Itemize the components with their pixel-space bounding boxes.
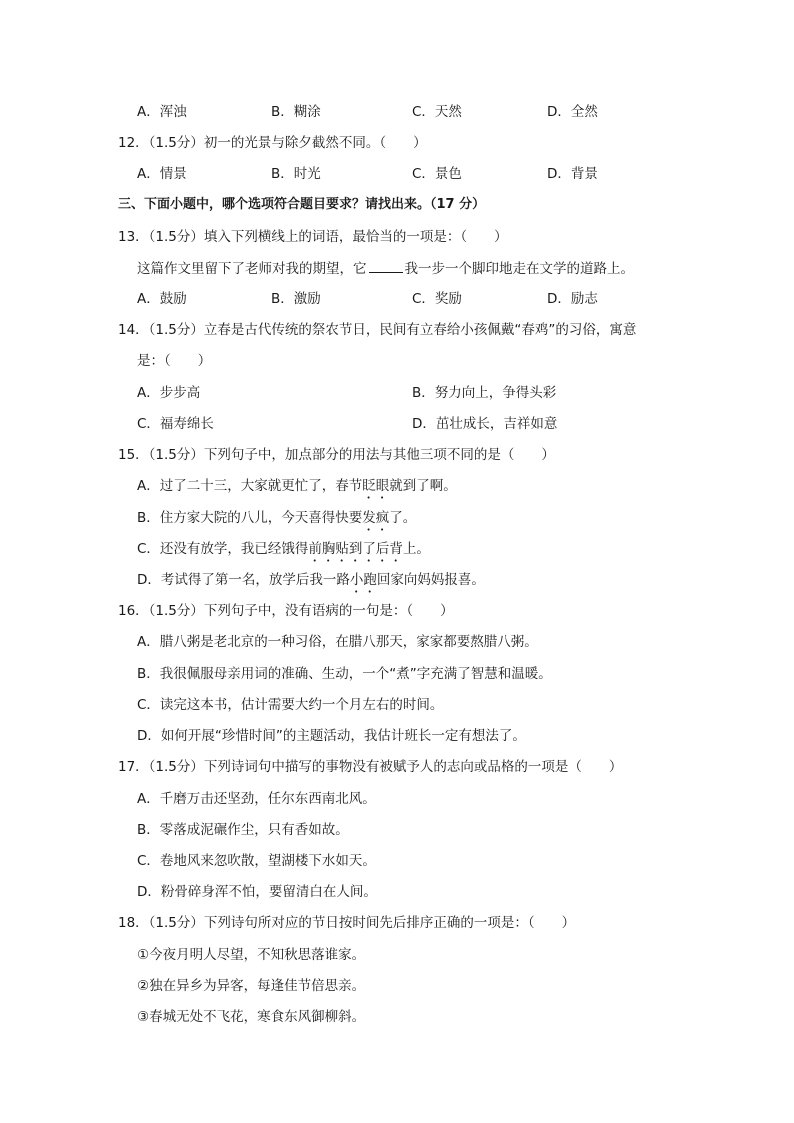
q15-option-a-post: 就到了啊。: [389, 478, 457, 494]
q11-option-b: B．糊涂: [271, 104, 321, 120]
q14-stem-line1: 14．（1.5分）立春是古代传统的祭农节日，民间有立春给小孩佩戴“春鸡”的习俗，寓意: [118, 322, 637, 338]
q14-stem-line2: 是：（ ）: [137, 353, 212, 369]
q14-option-b: B．努力向上，争得头彩: [412, 385, 557, 401]
q15-option-a-pre: A．过了二十三，大家就更忙了，春节: [137, 478, 363, 494]
q15-option-a: [137, 477, 457, 502]
q13-option-d: D．励志: [547, 291, 598, 307]
q17-option-c: C．卷地风来忽吹散，望湖楼下水如天。: [137, 853, 376, 869]
q12-option-d: D．背景: [547, 166, 598, 182]
section-3-title: 三、下面小题中，哪个选项符合题目要求？请找出来。（17 分）: [118, 197, 486, 212]
q15-option-a-dotted: 眨眼: [362, 478, 390, 494]
q15-option-b-post: 了。: [389, 510, 417, 526]
q18-item-3: ③春城无处不飞花，寒食东风御柳斜。: [137, 1009, 366, 1025]
q16-option-c: C．读完这本书，估计需要大约一个月左右的时间。: [137, 697, 444, 713]
q11-option-a: A．浑浊: [137, 104, 187, 120]
q13-sentence-after: 我一步一个脚印地走在文学的道路上。: [404, 261, 634, 277]
q12-option-b: B．时光: [271, 166, 321, 182]
q12-stem: 12．（1.5分）初一的光景与除夕截然不同。（ ）: [118, 135, 427, 151]
q15-option-d-post: 回家向妈妈报喜。: [376, 572, 485, 588]
q13-sentence: [137, 259, 634, 278]
q14-option-d: D．茁壮成长，吉祥如意: [412, 416, 558, 432]
q15-option-c-pre: C．还没有放学，我已经饿得: [137, 541, 309, 557]
q18-stem: 18．（1.5分）下列诗句所对应的节日按时间先后排序正确的一项是：（ ）: [118, 915, 576, 931]
q14-option-a: A．步步高: [137, 385, 201, 401]
q11-option-d: D．全然: [547, 104, 598, 120]
q15-option-c: [137, 540, 430, 565]
q14-option-c: C．福寿绵长: [137, 416, 214, 432]
q15-option-b-dotted: 发疯: [362, 510, 390, 526]
q13-blank: [369, 259, 403, 273]
q15-option-b-pre: B．住方家大院的八儿，今天喜得快要: [137, 510, 363, 526]
q18-item-1: ①今夜月明人尽望，不知秋思落谁家。: [137, 947, 366, 963]
q17-stem: 17．（1.5分）下列诗词句中描写的事物没有被赋予人的志向或品格的一项是（ ）: [118, 759, 623, 775]
q12-option-c: C．景色: [412, 166, 462, 182]
q17-option-a: A．千磨万击还坚劲，任尔东西南北风。: [137, 791, 376, 807]
q16-stem: 16．（1.5分）下列句子中，没有语病的一句是：（ ）: [118, 603, 454, 619]
q17-option-b: B．零落成泥碾作尘，只有香如故。: [137, 822, 349, 838]
q16-option-a: A．腊八粥是老北京的一种习俗，在腊八那天，家家都要熬腊八粥。: [137, 634, 538, 650]
q12-option-a: A．情景: [137, 166, 187, 182]
q15-option-c-post: 上。: [402, 541, 430, 557]
q16-option-d: D．如何开展“珍惜时间”的主题活动，我估计班长一定有想法了。: [137, 728, 526, 744]
q15-stem: 15．（1.5分）下列句子中，加点部分的用法与其他三项不同的是（ ）: [118, 447, 555, 463]
q13-stem: 13．（1.5分）填入下列横线上的词语，最恰当的一项是：（ ）: [118, 229, 508, 245]
q17-option-d: D．粉骨碎身浑不怕，要留清白在人间。: [137, 884, 377, 900]
q15-option-d-dotted: 小跑: [349, 572, 377, 588]
q15-option-c-dotted: 前胸贴到了后背: [308, 541, 403, 557]
q13-option-b: B．激励: [271, 291, 321, 307]
q15-option-d-pre: D．考试得了第一名，放学后我一路: [137, 572, 350, 588]
q13-option-c: C．奖励: [412, 291, 462, 307]
q18-item-2: ②独在异乡为异客，每逢佳节倍思亲。: [137, 978, 366, 994]
q13-option-a: A．鼓励: [137, 291, 187, 307]
q16-option-b: B．我很佩服母亲用词的准确、生动，一个“煮”字充满了智慧和温暖。: [137, 666, 552, 682]
q15-option-d: [137, 571, 485, 596]
q11-option-c: C．天然: [412, 104, 462, 120]
q15-option-b: [137, 509, 416, 534]
q13-sentence-before: 这篇作文里留下了老师对我的期望，它: [137, 261, 367, 277]
